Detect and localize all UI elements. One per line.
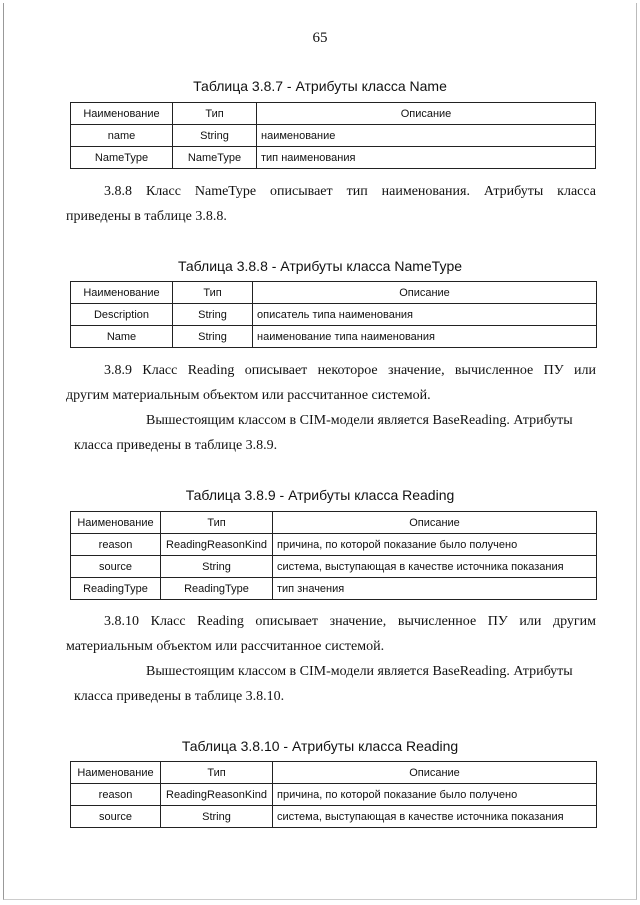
table-row — [71, 578, 597, 600]
paragraph-line: Вышестоящим классом в CIM-модели является BaseReading. Атрибуты — [146, 413, 573, 428]
paragraph-line: 3.8.9 Класс Reading описывает некоторое значение, вычисленное ПУ или — [104, 363, 596, 378]
table-cell: тип наименования — [257, 147, 596, 169]
table-cell: ReadingReasonKind — [161, 784, 273, 806]
table-cell: система, выступающая в качестве источника показания — [273, 556, 597, 578]
table-cell: наименование типа наименования — [253, 326, 597, 348]
header-cell: Наименование — [71, 282, 173, 304]
table-caption: Таблица 3.8.7 - Атрибуты класса Name — [193, 78, 447, 94]
paragraph-line: другим материальным объектом или рассчитанное системой. — [66, 388, 431, 403]
table-cell: описатель типа наименования — [253, 304, 597, 326]
table-cell: reason — [71, 784, 161, 806]
table-caption: Таблица 3.8.10 - Атрибуты класса Reading — [181, 738, 459, 754]
page-number: 65 — [312, 30, 328, 46]
table-header-row — [71, 762, 597, 784]
table-cell: String — [173, 326, 253, 348]
table-cell: source — [71, 556, 161, 578]
header-cell: Описание — [273, 512, 597, 534]
table-cell: String — [161, 806, 273, 828]
table-row — [71, 125, 596, 147]
table-cell: тип значения — [273, 578, 597, 600]
header-cell: Тип — [173, 282, 253, 304]
header-cell: Наименование — [71, 512, 161, 534]
paragraph-line: 3.8.8 Класс NameType описывает тип наименования. Атрибуты класса — [104, 184, 596, 199]
table-row — [71, 304, 597, 326]
table-cell: source — [71, 806, 161, 828]
header-cell: Тип — [161, 512, 273, 534]
table-cell: Name — [71, 326, 173, 348]
table-header-row — [71, 282, 597, 304]
table-row — [71, 784, 597, 806]
table-cell: ReadingType — [71, 578, 161, 600]
attributes-table-reading — [70, 511, 597, 600]
header-cell: Наименование — [71, 762, 161, 784]
table-cell: причина, по которой показание было получено — [273, 534, 597, 556]
table-header-row — [71, 103, 596, 125]
header-cell: Описание — [273, 762, 597, 784]
table-cell: причина, по которой показание было получено — [273, 784, 597, 806]
table-cell: String — [173, 125, 257, 147]
header-cell: Тип — [173, 103, 257, 125]
table-cell: name — [71, 125, 173, 147]
table-row — [71, 147, 596, 169]
table-row — [71, 556, 597, 578]
table-row — [71, 326, 597, 348]
table-cell: система, выступающая в качестве источника показания — [273, 806, 597, 828]
header-cell: Тип — [161, 762, 273, 784]
table-cell: ReadingReasonKind — [161, 534, 273, 556]
paragraph-line: приведены в таблице 3.8.8. — [66, 209, 227, 224]
header-cell: Наименование — [71, 103, 173, 125]
paragraph-line: материальным объектом или рассчитанное системой. — [66, 639, 385, 654]
paragraph-line: класса приведены в таблице 3.8.10. — [74, 689, 285, 704]
table-caption: Таблица 3.8.8 - Атрибуты класса NameType — [177, 258, 463, 274]
table-caption: Таблица 3.8.9 - Атрибуты класса Reading — [185, 487, 455, 503]
table-cell: ReadingType — [161, 578, 273, 600]
table-cell: String — [173, 304, 253, 326]
header-cell: Описание — [253, 282, 597, 304]
paragraph-line: класса приведены в таблице 3.8.9. — [74, 438, 278, 453]
table-cell: String — [161, 556, 273, 578]
table-cell: наименование — [257, 125, 596, 147]
table-header-row — [71, 512, 597, 534]
table-cell: NameType — [173, 147, 257, 169]
attributes-table-reading-2 — [70, 761, 597, 828]
table-row — [71, 806, 597, 828]
attributes-table-name — [70, 102, 596, 169]
paragraph-line: Вышестоящим классом в CIM-модели является BaseReading. Атрибуты — [146, 664, 573, 679]
table-cell: Description — [71, 304, 173, 326]
table-cell: NameType — [71, 147, 173, 169]
attributes-table-nametype — [70, 281, 597, 348]
table-cell: reason — [71, 534, 161, 556]
table-row — [71, 534, 597, 556]
paragraph-line: 3.8.10 Класс Reading описывает значение, вычисленное ПУ или другим — [104, 614, 596, 629]
header-cell: Описание — [257, 103, 596, 125]
